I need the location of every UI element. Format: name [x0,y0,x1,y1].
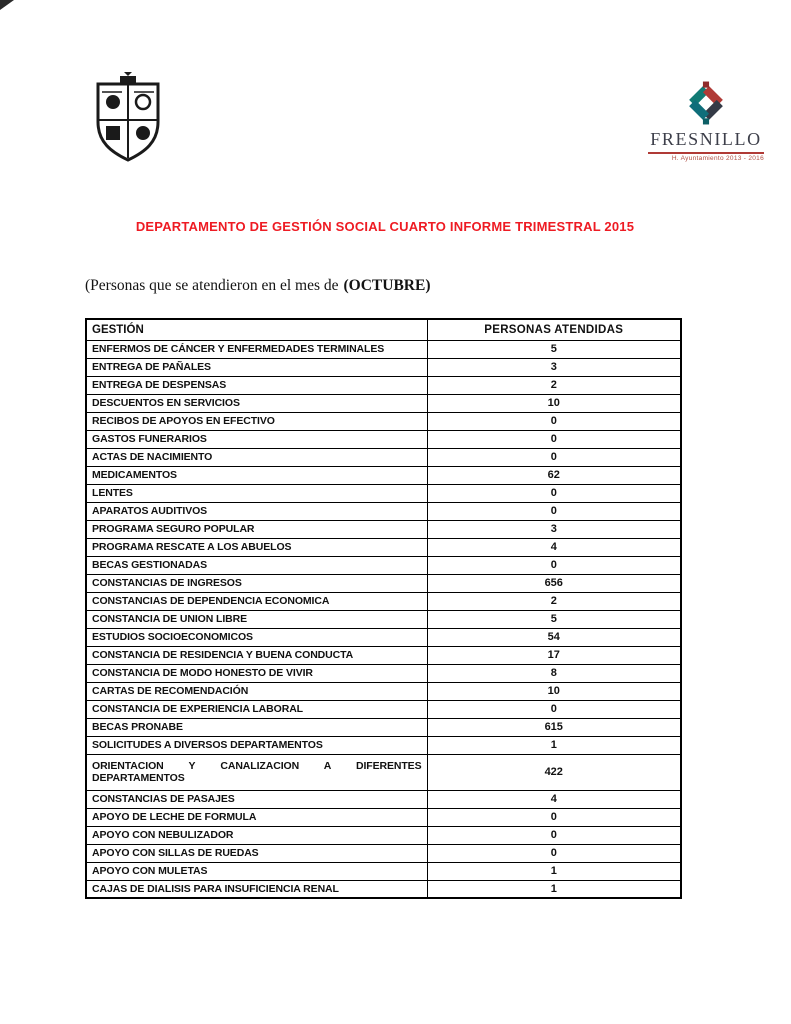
personas-atendidas-cell: 656 [427,574,681,592]
gestion-cell: GASTOS FUNERARIOS [86,430,427,448]
personas-atendidas-cell: 0 [427,502,681,520]
table-row [86,826,681,844]
gestion-cell: APOYO CON MULETAS [86,862,427,880]
table-row [86,718,681,736]
personas-atendidas-cell: 10 [427,394,681,412]
col-header-gestion: GESTIÓN [86,319,427,340]
gestion-cell: CONSTANCIA DE RESIDENCIA Y BUENA CONDUCTA [86,646,427,664]
subtitle [85,277,431,295]
table-row [86,808,681,826]
gestion-cell: CONSTANCIA DE UNION LIBRE [86,610,427,628]
gestion-cell: BECAS PRONABE [86,718,427,736]
table-row [86,484,681,502]
table-row [86,592,681,610]
gestion-cell: ENFERMOS DE CÁNCER Y ENFERMEDADES TERMINALES [86,340,427,358]
table-row [86,340,681,358]
personas-atendidas-cell: 54 [427,628,681,646]
gestion-cell: CONSTANCIAS DE INGRESOS [86,574,427,592]
page-title: DEPARTAMENTO DE GESTIÓN SOCIAL CUARTO INFORME TRIMESTRAL 2015 [135,219,635,234]
fresnillo-subtext: H. Ayuntamiento 2013 - 2016 [671,155,764,162]
gestion-cell: PROGRAMA RESCATE A LOS ABUELOS [86,538,427,556]
fresnillo-wordmark: FRESNILLO [650,129,762,149]
personas-atendidas-cell: 4 [427,538,681,556]
gestion-cell: APOYO CON NEBULIZADOR [86,826,427,844]
gestion-cell: LENTES [86,484,427,502]
personas-atendidas-cell: 422 [427,754,681,790]
personas-atendidas-cell: 1 [427,862,681,880]
coat-of-arms-logo [88,72,168,164]
gestion-cell: BECAS GESTIONADAS [86,556,427,574]
gestion-cell: ORIENTACION Y CANALIZACION A DIFERENTES DEPARTAMENTOS [86,754,427,790]
personas-atendidas-cell: 0 [427,844,681,862]
personas-atendidas-cell: 0 [427,484,681,502]
personas-atendidas-cell: 0 [427,826,681,844]
personas-atendidas-cell: 4 [427,790,681,808]
gestion-cell: CAJAS DE DIALISIS PARA INSUFICIENCIA RENAL [86,880,427,898]
gestion-cell: MEDICAMENTOS [86,466,427,484]
personas-atendidas-cell: 17 [427,646,681,664]
gestion-cell: APOYO CON SILLAS DE RUEDAS [86,844,427,862]
personas-atendidas-cell: 0 [427,448,681,466]
gestion-cell: CONSTANCIAS DE PASAJES [86,790,427,808]
gestion-cell: ACTAS DE NACIMIENTO [86,448,427,466]
gestion-cell: CONSTANCIA DE EXPERIENCIA LABORAL [86,700,427,718]
gestion-cell: CONSTANCIAS DE DEPENDENCIA ECONOMICA [86,592,427,610]
personas-atendidas-cell: 1 [427,880,681,898]
subtitle-month: (OCTUBRE) [343,277,431,294]
gestion-cell: RECIBOS DE APOYOS EN EFECTIVO [86,412,427,430]
personas-atendidas-cell: 615 [427,718,681,736]
table-row [86,358,681,376]
fresnillo-red-rule [648,152,764,154]
table-row [86,502,681,520]
table-row [86,430,681,448]
gestion-cell: SOLICITUDES A DIVERSOS DEPARTAMENTOS [86,736,427,754]
table-row [86,862,681,880]
table-row [86,610,681,628]
table-row [86,466,681,484]
subtitle-prefix: (Personas que se atendieron en el mes de [85,277,339,294]
gestion-cell: DESCUENTOS EN SERVICIOS [86,394,427,412]
table-row [86,664,681,682]
table-row [86,556,681,574]
scan-artifact [0,0,14,10]
gestion-cell: APOYO DE LECHE DE FORMULA [86,808,427,826]
personas-atendidas-cell: 2 [427,592,681,610]
table-row [86,754,681,790]
table-row [86,412,681,430]
gestion-cell: CONSTANCIA DE MODO HONESTO DE VIVIR [86,664,427,682]
personas-atendidas-cell: 3 [427,520,681,538]
coat-of-arms-icon [88,72,168,164]
personas-atendidas-cell: 62 [427,466,681,484]
table-row [86,790,681,808]
table-row [86,520,681,538]
table-row [86,538,681,556]
personas-atendidas-cell: 2 [427,376,681,394]
personas-atendidas-cell: 0 [427,808,681,826]
personas-atendidas-cell: 5 [427,340,681,358]
col-header-personas: PERSONAS ATENDIDAS [427,319,681,340]
personas-atendidas-cell: 0 [427,430,681,448]
table-header-row [86,319,681,340]
fresnillo-knot-icon [683,80,729,126]
fresnillo-logo [644,80,768,162]
gestion-cell: PROGRAMA SEGURO POPULAR [86,520,427,538]
table-row [86,736,681,754]
table-row [86,628,681,646]
table-row [86,448,681,466]
gestion-cell: ENTREGA DE DESPENSAS [86,376,427,394]
table-row [86,700,681,718]
table-row [86,844,681,862]
gestion-table [85,318,682,899]
personas-atendidas-cell: 0 [427,556,681,574]
personas-atendidas-cell: 8 [427,664,681,682]
table-row [86,394,681,412]
table-row [86,574,681,592]
gestion-cell: CARTAS DE RECOMENDACIÓN [86,682,427,700]
gestion-cell: ENTREGA DE PAÑALES [86,358,427,376]
table-row [86,880,681,898]
personas-atendidas-cell: 10 [427,682,681,700]
personas-atendidas-cell: 0 [427,412,681,430]
personas-atendidas-cell: 3 [427,358,681,376]
gestion-cell: APARATOS AUDITIVOS [86,502,427,520]
gestion-table-body [86,340,681,898]
table-row [86,682,681,700]
gestion-cell: ESTUDIOS SOCIOECONOMICOS [86,628,427,646]
personas-atendidas-cell: 5 [427,610,681,628]
personas-atendidas-cell: 0 [427,700,681,718]
table-row [86,646,681,664]
table-row [86,376,681,394]
personas-atendidas-cell: 1 [427,736,681,754]
